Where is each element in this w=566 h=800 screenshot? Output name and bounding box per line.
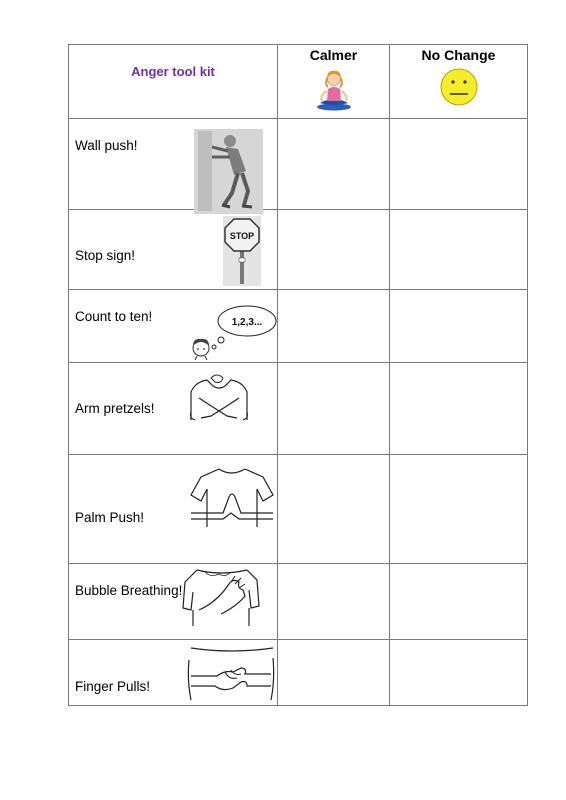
activity-label: Stop sign! [75,248,136,263]
table-row [69,455,528,564]
no-change-cell[interactable] [390,119,528,210]
activity-cell [69,210,278,290]
table-title: Anger tool kit [131,64,215,79]
activity-cell [69,640,278,706]
calmer-cell[interactable] [278,363,390,455]
title-cell [69,45,278,119]
calmer-header-cell [278,45,390,119]
meditating-girl-icon [314,67,354,111]
table-row [69,210,528,290]
table-row [69,640,528,706]
bubble-text: 1,2,3... [231,317,263,328]
no-change-cell[interactable] [390,640,528,706]
activity-label: Bubble Breathing! [75,583,183,598]
no-change-cell[interactable] [390,363,528,455]
activity-label: Count to ten! [75,309,153,324]
palm-push-icon [189,467,275,533]
neutral-face-icon [439,67,479,107]
anger-tool-kit-table [68,44,528,706]
activity-cell [69,363,278,455]
header-row [69,45,528,119]
activity-label: Wall push! [75,138,138,153]
no-change-header-cell [390,45,528,119]
activity-label: Palm Push! [75,510,145,525]
table-row [69,363,528,455]
calmer-cell[interactable] [278,290,390,363]
no-change-cell[interactable] [390,210,528,290]
activity-label: Arm pretzels! [75,401,155,416]
activity-cell [69,119,278,210]
stop-sign-icon [223,216,261,286]
table-row [69,290,528,363]
calmer-cell[interactable] [278,564,390,640]
activity-cell [69,564,278,640]
calmer-cell[interactable] [278,640,390,706]
no-change-label: No Change [421,47,496,63]
activity-cell [69,455,278,564]
wall-push-icon [194,129,263,214]
table-row [69,564,528,640]
activity-cell [69,290,278,363]
bubble-breathing-icon [181,566,263,628]
finger-pulls-icon [185,646,277,704]
activity-label: Finger Pulls! [75,679,151,694]
calmer-cell[interactable] [278,210,390,290]
no-change-cell[interactable] [390,564,528,640]
no-change-cell[interactable] [390,455,528,564]
thinking-child-icon [187,304,279,360]
calmer-label: Calmer [309,47,358,63]
no-change-cell[interactable] [390,290,528,363]
table-row [69,119,528,210]
calmer-cell[interactable] [278,119,390,210]
calmer-cell[interactable] [278,455,390,564]
arm-pretzels-icon [187,372,251,422]
stop-sign-text: STOP [229,231,255,241]
